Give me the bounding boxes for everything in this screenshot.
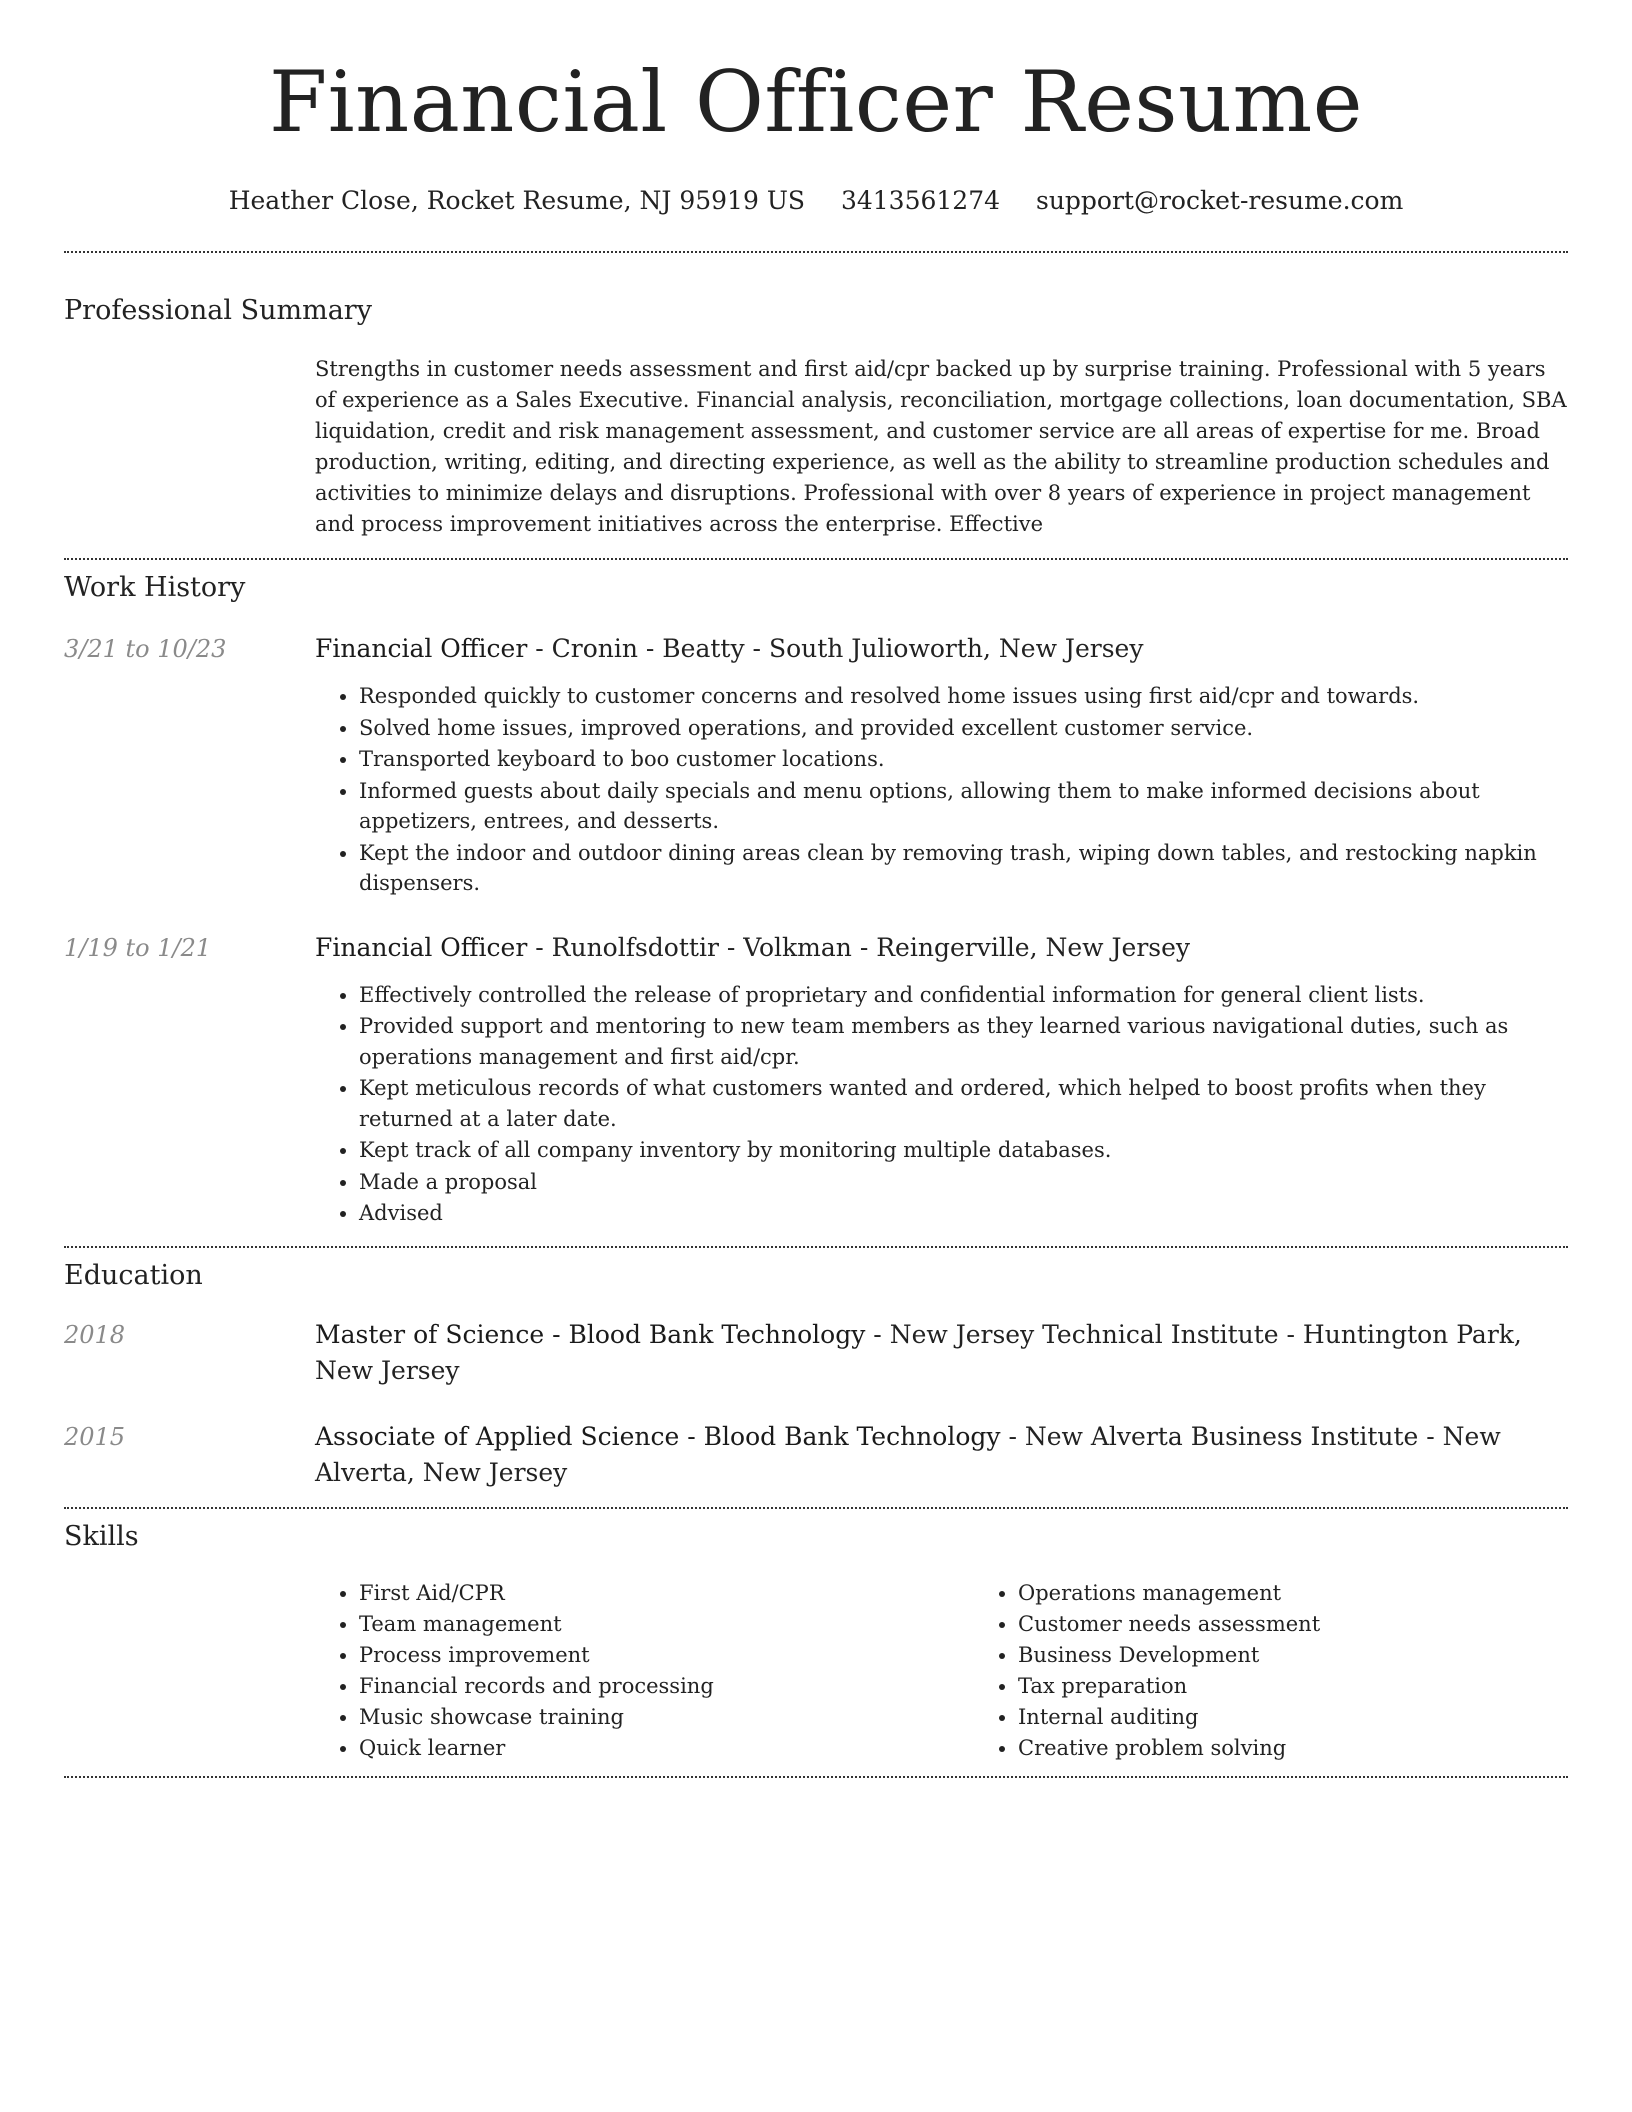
job-heading: Financial Officer - Cronin - Beatty - South Julioworth, New Jersey	[315, 634, 1144, 663]
skill-item: • Team management	[359, 1609, 974, 1640]
job-bullets	[315, 980, 1568, 1229]
skills-heading: Skills	[64, 1520, 139, 1552]
skill-item: • Customer needs assessment	[1018, 1609, 1632, 1640]
work-history-section	[64, 572, 1568, 1230]
list-item: • Responded quickly to customer concerns and resolved home issues using first aid/cpr and towards.	[359, 681, 1568, 712]
list-item: • Informed guests about daily specials and menu options, allowing them to make informed decisions about appetizers, entrees, and desserts.	[359, 776, 1568, 837]
summary-heading: Professional Summary	[64, 295, 372, 326]
education-section	[64, 1260, 1568, 1491]
education-school: New Alverta Business Institute - New Alverta, New Jersey	[315, 1421, 1501, 1487]
education-heading-line: Master of Science - Blood Bank Technology - New Jersey Technical Institute - Huntington Park, New Jersey	[315, 1319, 1522, 1385]
education-heading-line: Associate of Applied Science - Blood Bank Technology - New Alverta Business Institute - New Alverta, New Jersey	[315, 1421, 1501, 1487]
list-item: • Kept meticulous records of what customers wanted and ordered, which helped to boost profits when they returned at a later date.	[359, 1073, 1568, 1134]
list-item: • Made a proposal	[359, 1167, 1568, 1198]
skill-item: • Process improvement	[359, 1640, 974, 1671]
education-degree: Associate of Applied Science - Blood Bank Technology	[315, 1421, 1001, 1451]
contact-email: support@rocket-resume.com	[1035, 186, 1404, 215]
job-role: Financial Officer	[315, 932, 528, 962]
job-company: Runolfsdottir - Volkman - Reingerville, New Jersey	[551, 932, 1191, 962]
job-entry	[64, 930, 1568, 1230]
skills-list-right	[974, 1578, 1632, 1764]
job-entry	[64, 631, 1568, 900]
skill-item: • Internal auditing	[1018, 1702, 1632, 1733]
contact-line	[64, 186, 1568, 215]
job-role: Financial Officer	[315, 634, 528, 663]
skill-item: • Financial records and processing	[359, 1671, 974, 1702]
education-school: New Jersey Technical Institute - Huntington Park, New Jersey	[315, 1319, 1522, 1385]
skill-item: • Creative problem solving	[1018, 1733, 1632, 1764]
job-dates: 1/19 to 1/21	[64, 933, 212, 962]
job-heading: Financial Officer - Runolfsdottir - Volkman - Reingerville, New Jersey	[315, 932, 1191, 962]
contact-phone: 3413561274	[840, 186, 1001, 215]
skills-list-left	[315, 1578, 974, 1764]
list-item: • Advised	[359, 1198, 1568, 1229]
skills-columns	[315, 1578, 1632, 1764]
skill-item: • Quick learner	[359, 1733, 974, 1764]
resume-title: Financial Officer Resume	[268, 53, 1364, 151]
skill-item: • First Aid/CPR	[359, 1578, 974, 1609]
list-item: • Kept track of all company inventory by monitoring multiple databases.	[359, 1135, 1568, 1166]
list-item: • Provided support and mentoring to new team members as they learned various navigational duties, such as operations management and first aid/cpr.	[359, 1011, 1568, 1072]
section-divider	[64, 558, 1568, 560]
contact-address: Heather Close, Rocket Resume, NJ 95919 US	[228, 186, 806, 215]
section-divider	[64, 1507, 1568, 1509]
skill-item: • Tax preparation	[1018, 1671, 1632, 1702]
education-entry	[64, 1419, 1568, 1491]
section-divider	[64, 251, 1568, 253]
job-dates: 3/21 to 10/23	[64, 635, 227, 663]
education-degree: Master of Science - Blood Bank Technology	[315, 1319, 866, 1349]
section-divider	[64, 1246, 1568, 1248]
list-item: • Transported keyboard to boo customer locations.	[359, 744, 1568, 775]
section-divider	[64, 1776, 1568, 1778]
education-year: 2015	[64, 1422, 126, 1451]
skill-item: • Music showcase training	[359, 1702, 974, 1733]
work-history-heading: Work History	[64, 572, 246, 603]
education-entry	[64, 1317, 1568, 1389]
education-year: 2018	[64, 1320, 126, 1349]
skills-section	[64, 1521, 1568, 1776]
education-heading: Education	[64, 1259, 203, 1291]
skill-item: • Operations management	[1018, 1578, 1632, 1609]
job-bullets	[315, 681, 1568, 899]
list-item: • Kept the indoor and outdoor dining areas clean by removing trash, wiping down tables, and restocking napkin dispensers.	[359, 838, 1568, 899]
summary-section	[64, 295, 1568, 558]
list-item: • Effectively controlled the release of proprietary and confidential information for general client lists.	[359, 980, 1568, 1011]
skill-item: • Business Development	[1018, 1640, 1632, 1671]
list-item: • Solved home issues, improved operations, and provided excellent customer service.	[359, 713, 1568, 744]
job-company: Cronin - Beatty - South Julioworth, New Jersey	[551, 634, 1144, 663]
summary-text: Strengths in customer needs assessment and first aid/cpr backed up by surprise training. Professional with 5 years of experience as a Sales Executive. Financial analysis, reconciliation, mortgage collections, loan documentation, SBA liquidation, credit and risk management assessment, and customer service are all areas of expertise for me. Broad production, writing, editing, and directing experience, as well as the ability to streamline production schedules and activities to minimize delays and disruptions. Professional with over 8 years of experience in project management and process improvement initiatives across the enterprise. Effective	[315, 357, 1567, 536]
